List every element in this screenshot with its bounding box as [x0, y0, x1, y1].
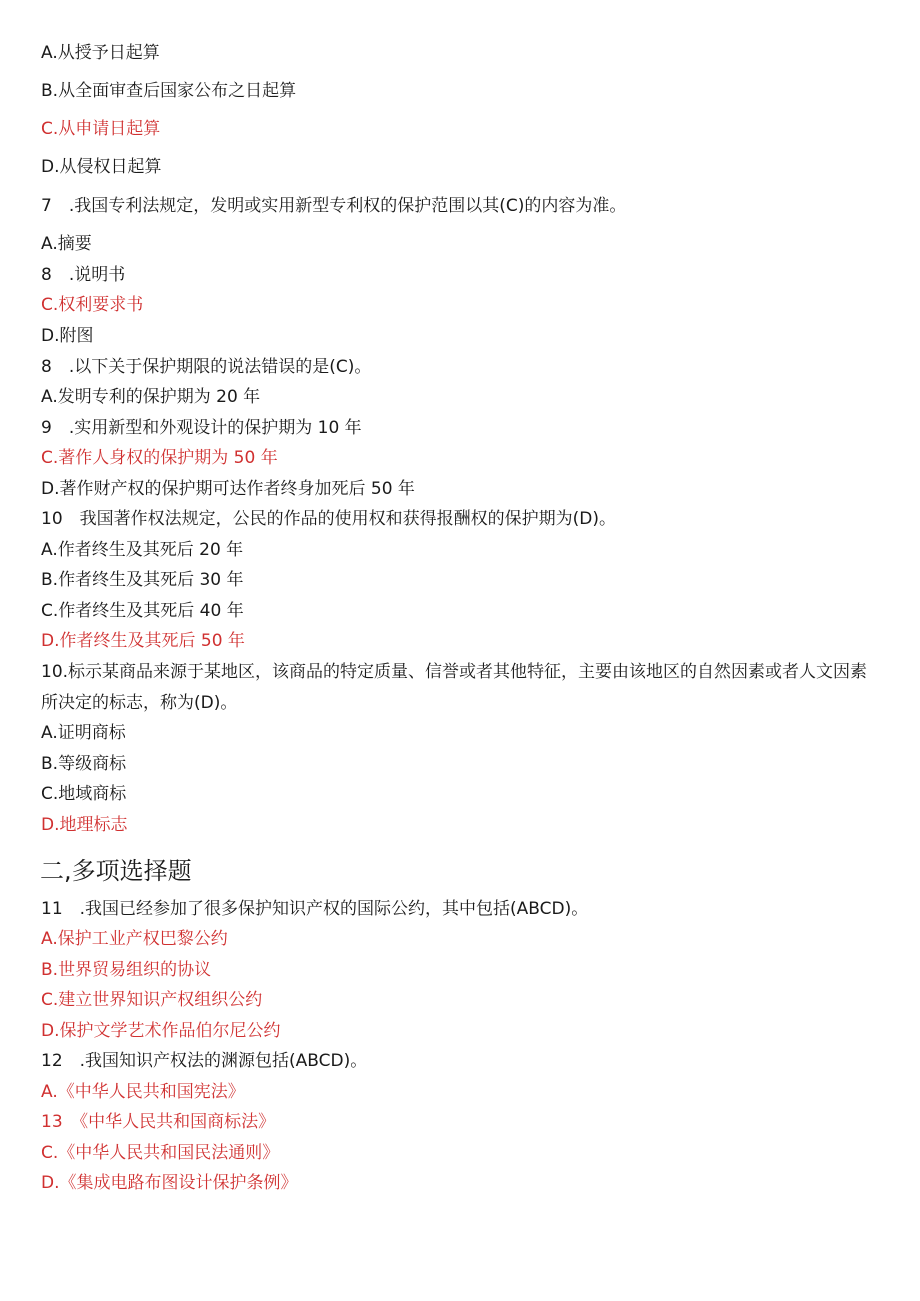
q10-option-c: C.作者终生及其死后 40 年: [41, 601, 244, 621]
q10b-option-a: A.证明商标: [41, 723, 126, 743]
q8-option-a: A.发明专利的保护期为 20 年: [41, 387, 261, 407]
option-a-grant-date: A.从授予日起算: [41, 43, 160, 63]
q12-option-c-answer: C.《中华人民共和国民法通则》: [41, 1143, 280, 1163]
q7-option-c-answer: C.权利要求书: [41, 295, 144, 315]
q10b-option-d-answer: D.地理标志: [41, 815, 128, 835]
question-11: 11 .我国已经参加了很多保护知识产权的国际公约，其中包括(ABCD)。: [41, 899, 589, 919]
question-10-geographical: 10.标示某商品来源于某地区，该商品的特定质量、信誉或者其他特征，主要由该地区的自然因素或者人文因素所决定的标志，称为(D)。: [41, 662, 868, 713]
q7-option-a: A.摘要: [41, 234, 92, 254]
q7-option-b: 8 .说明书: [41, 265, 126, 285]
q7-option-d: D.附图: [41, 326, 94, 346]
question-12: 12 .我国知识产权法的渊源包括(ABCD)。: [41, 1051, 368, 1071]
q8-option-c-answer: C.著作人身权的保护期为 50 年: [41, 448, 278, 468]
q12-option-b-answer: 13 《中华人民共和国商标法》: [41, 1112, 276, 1132]
q11-option-c-answer: C.建立世界知识产权组织公约: [41, 990, 263, 1010]
option-c-application-date-answer: C.从申请日起算: [41, 119, 161, 139]
option-b-publication-date: B.从全面审查后国家公布之日起算: [41, 81, 297, 101]
option-d-infringement-date: D.从侵权日起算: [41, 157, 162, 177]
q8-option-b: 9 .实用新型和外观设计的保护期为 10 年: [41, 418, 362, 438]
q8-option-d: D.著作财产权的保护期可达作者终身加死后 50 年: [41, 479, 415, 499]
q10-option-b: B.作者终生及其死后 30 年: [41, 570, 244, 590]
q10-option-d-answer: D.作者终生及其死后 50 年: [41, 631, 245, 651]
q10b-option-c: C.地域商标: [41, 784, 127, 804]
q10-option-a: A.作者终生及其死后 20 年: [41, 540, 244, 560]
q10b-option-b: B.等级商标: [41, 754, 127, 774]
question-7: 7 .我国专利法规定，发明或实用新型专利权的保护范围以其(C)的内容为准。: [41, 196, 627, 216]
q12-option-a-answer: A.《中华人民共和国宪法》: [41, 1082, 245, 1102]
q11-option-b-answer: B.世界贸易组织的协议: [41, 960, 212, 980]
q11-option-a-answer: A.保护工业产权巴黎公约: [41, 929, 228, 949]
section-heading-multiple-choice: 二,多项选择题: [40, 857, 192, 885]
question-8: 8 .以下关于保护期限的说法错误的是(C)。: [41, 357, 372, 377]
q12-option-d-answer: D.《集成电路布图设计保护条例》: [41, 1173, 298, 1193]
q11-option-d-answer: D.保护文学艺术作品伯尔尼公约: [41, 1021, 281, 1041]
question-10-copyright: 10 我国著作权法规定，公民的作品的使用权和获得报酬权的保护期为(D)。: [41, 509, 616, 529]
